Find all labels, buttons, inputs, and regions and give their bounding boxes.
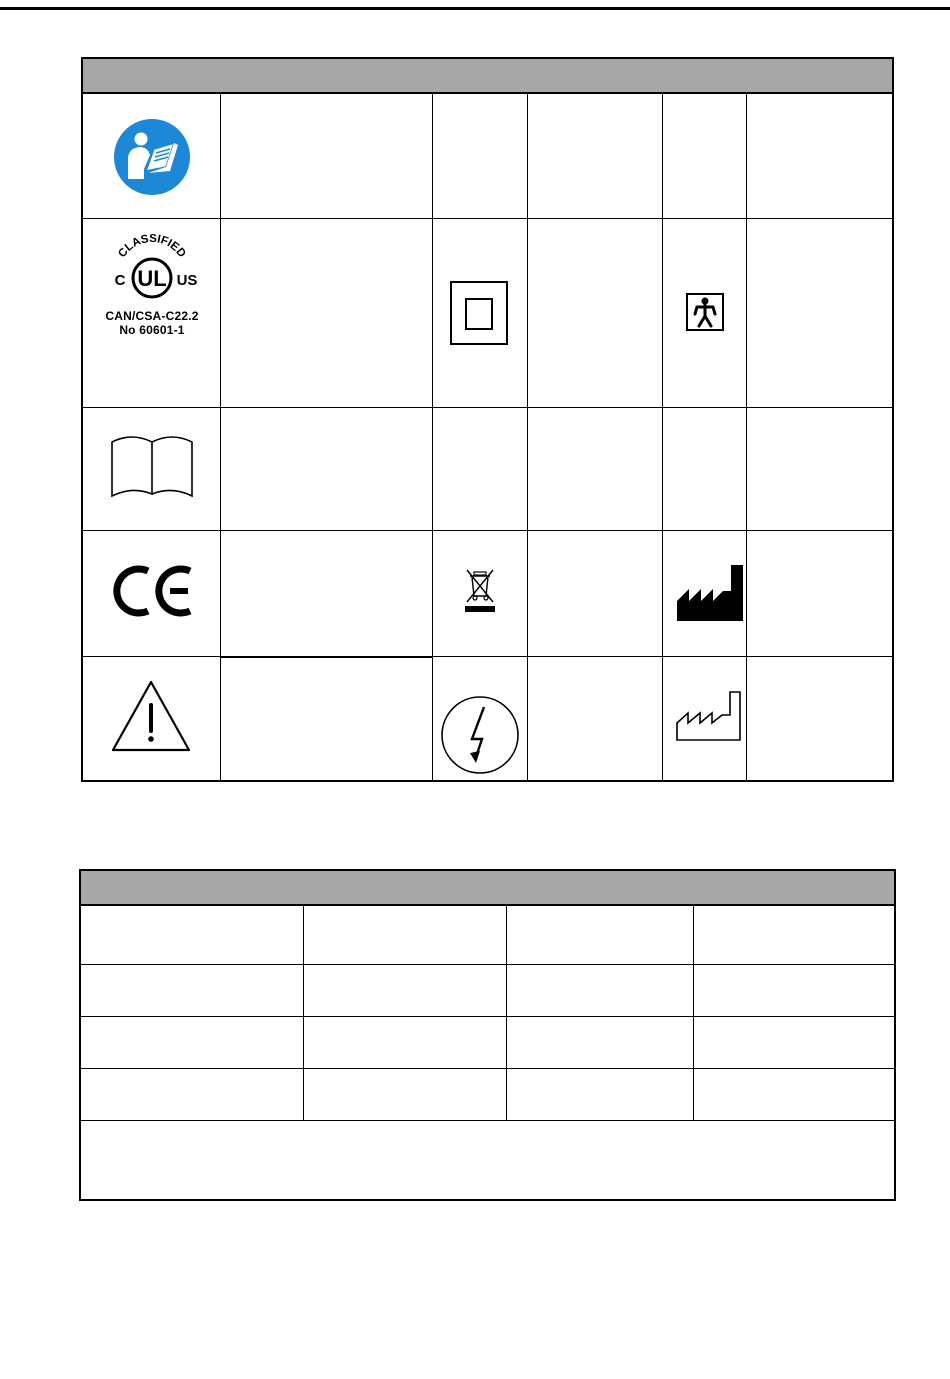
description-cell: [528, 531, 663, 657]
ul-standard-caption: [83, 309, 221, 337]
manual-book-icon: [110, 434, 196, 504]
table-cell: [304, 906, 507, 965]
description-cell: [221, 408, 433, 531]
description-cell: [528, 219, 663, 408]
symbol-cell: [83, 219, 221, 408]
symbol-cell: [663, 408, 747, 531]
table-cell: [81, 906, 304, 965]
table-cell: [304, 1017, 507, 1069]
read-instructions-icon: [114, 119, 190, 195]
symbol-cell: [663, 94, 747, 219]
table-cell: [507, 1017, 694, 1069]
symbol-cell: [663, 531, 747, 657]
svg-text:C: C: [114, 272, 126, 289]
symbols-table-header: [83, 59, 892, 94]
table-cell: [81, 1017, 304, 1069]
description-cell: [528, 408, 663, 531]
description-cell: [221, 657, 433, 780]
description-cell: [747, 657, 892, 780]
svg-text:UL: UL: [137, 266, 167, 291]
description-cell: [747, 531, 892, 657]
table-cell: [694, 1017, 894, 1069]
symbol-cell: [83, 657, 221, 780]
table-cell: [304, 1069, 507, 1121]
symbol-cell: [83, 531, 221, 657]
table-cell: [81, 1069, 304, 1121]
description-cell: [221, 531, 433, 657]
spec-table-header: [81, 871, 894, 906]
weee-crossed-bin-icon: [463, 568, 497, 614]
warning-triangle-icon: [110, 679, 192, 753]
table-cell: [694, 1069, 894, 1121]
table-cell: [694, 965, 894, 1017]
table-cell: [694, 906, 894, 965]
double-insulation-icon: [450, 281, 510, 347]
ul-classified-mark: [97, 225, 207, 307]
description-cell: [528, 657, 663, 780]
symbol-cell: [663, 657, 747, 780]
description-cell: [747, 94, 892, 219]
ce-mark-icon: [112, 565, 194, 617]
table-cell: [507, 1069, 694, 1121]
type-bf-applied-part-icon: [686, 293, 724, 331]
description-cell: [221, 219, 433, 408]
symbol-cell: [663, 219, 747, 408]
top-rule: [0, 7, 950, 10]
description-cell: [528, 94, 663, 219]
symbol-cell: [433, 219, 528, 408]
spec-table: [79, 869, 896, 1201]
description-cell: [221, 94, 433, 219]
svg-text:US: US: [176, 272, 198, 289]
date-of-manufacture-icon: [676, 691, 742, 741]
symbol-cell: [433, 531, 528, 657]
symbol-cell: [433, 657, 528, 780]
table-cell: [507, 965, 694, 1017]
spec-table-footnote: [81, 1121, 894, 1199]
table-cell: [507, 906, 694, 965]
electric-shock-icon: [440, 695, 520, 775]
description-cell: [747, 219, 892, 408]
ul-standard-line2: No 60601-1: [119, 323, 185, 337]
symbol-cell: [83, 408, 221, 531]
description-cell: [747, 408, 892, 531]
svg-text:CLASSIFIED: CLASSIFIED: [116, 232, 188, 260]
ul-standard-line1: CAN/CSA-C22.2: [105, 309, 199, 323]
manufacturer-icon: [677, 565, 743, 621]
symbols-table: [81, 57, 894, 782]
symbol-cell: [433, 408, 528, 531]
symbol-cell: [83, 94, 221, 219]
symbol-cell: [433, 94, 528, 219]
table-cell: [81, 965, 304, 1017]
table-cell: [304, 965, 507, 1017]
